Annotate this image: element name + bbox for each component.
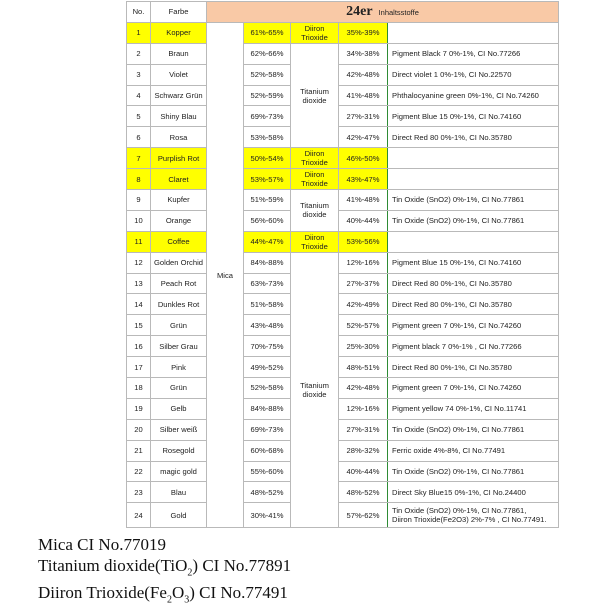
table-row — [127, 43, 559, 64]
row-number: 17 — [127, 357, 151, 378]
row-number: 24 — [127, 503, 151, 528]
pigment-text: Pigment green 7 0%-1%, CI No.74260 — [392, 320, 522, 330]
row-number: 12 — [127, 252, 151, 273]
row-number: 14 — [127, 294, 151, 315]
pigment-cell — [388, 231, 559, 252]
table-row — [127, 148, 559, 169]
titanium-dioxide-cell: Titanium dioxide — [291, 252, 339, 528]
second-percent: 42%-49% — [339, 294, 388, 315]
table-row — [127, 315, 559, 336]
mica-percent: 70%-75% — [244, 336, 291, 357]
second-percent: 28%-32% — [339, 440, 388, 461]
second-percent: 41%-48% — [339, 85, 388, 106]
table-row — [127, 64, 559, 85]
pigment-cell — [388, 482, 559, 503]
mica-percent: 50%-54% — [244, 148, 291, 169]
table-body — [127, 22, 559, 527]
pigment-text: Direct Red 80 0%-1%, CI No.35780 — [392, 279, 512, 289]
pigment-text: Tin Oxide (SnO2) 0%-1%, CI No.77861 — [392, 216, 525, 226]
legend-diiron-sub1: 2 — [166, 594, 172, 606]
row-number: 13 — [127, 273, 151, 294]
row-number: 22 — [127, 461, 151, 482]
diiron-trioxide-cell: Diiron Trioxide — [291, 231, 339, 252]
mica-percent: 52%-59% — [244, 85, 291, 106]
pigment-text: Direct Red 80 0%-1%, CI No.35780 — [392, 362, 512, 372]
header-ingredients — [207, 2, 559, 23]
table-row — [127, 440, 559, 461]
pigment-text: Ferric oxide 4%-8%, CI No.77491 — [392, 446, 506, 456]
color-name: Rosegold — [151, 440, 207, 461]
row-number: 21 — [127, 440, 151, 461]
row-number: 11 — [127, 231, 151, 252]
legend-titanium-ci: ) CI No.77891 — [192, 555, 292, 575]
second-percent: 35%-39% — [339, 22, 388, 43]
table-row — [127, 210, 559, 231]
pigment-cell — [388, 106, 559, 127]
pigment-text: Pigment Blue 15 0%-1%, CI No.74160 — [392, 258, 522, 268]
legend-diiron — [38, 583, 291, 611]
pigment-cell — [388, 85, 559, 106]
pigment-cell — [388, 148, 559, 169]
mica-percent: 51%-58% — [244, 294, 291, 315]
mica-percent: 48%-52% — [244, 482, 291, 503]
table-row — [127, 252, 559, 273]
color-name: Grün — [151, 378, 207, 399]
mica-percent: 84%-88% — [244, 252, 291, 273]
pigment-cell — [388, 64, 559, 85]
row-number: 3 — [127, 64, 151, 85]
mica-percent: 49%-52% — [244, 357, 291, 378]
second-percent: 46%-50% — [339, 148, 388, 169]
legend-diiron-sub2: 3 — [184, 594, 190, 606]
legend-titanium — [38, 556, 291, 584]
second-percent: 27%-31% — [339, 106, 388, 127]
table-row — [127, 273, 559, 294]
color-name: magic gold — [151, 461, 207, 482]
color-name: Rosa — [151, 127, 207, 148]
pigment-text: Pigment green 7 0%-1%, CI No.74260 — [392, 383, 522, 393]
color-name: Coffee — [151, 231, 207, 252]
second-percent: 43%-47% — [339, 169, 388, 190]
pigment-text: Pigment yellow 74 0%-1%, CI No.11741 — [392, 404, 527, 414]
color-name: Violet — [151, 64, 207, 85]
second-percent: 27%-31% — [339, 419, 388, 440]
pigment-text-2: Diiron Trioxide(Fe2O3) 2%-7% , CI No.77491. — [392, 515, 547, 525]
pigment-cell — [388, 378, 559, 399]
color-name: Golden Orchid — [151, 252, 207, 273]
pigment-text: Direct Red 80 0%-1%, CI No.35780 — [392, 132, 512, 142]
second-percent: 57%-62% — [339, 503, 388, 528]
table-row — [127, 169, 559, 190]
mica-percent: 51%-59% — [244, 190, 291, 211]
second-percent: 25%-30% — [339, 336, 388, 357]
color-name: Gold — [151, 503, 207, 528]
table-row — [127, 106, 559, 127]
second-percent: 53%-56% — [339, 231, 388, 252]
pigment-cell — [388, 169, 559, 190]
diiron-trioxide-cell: Diiron Trioxide — [291, 148, 339, 169]
table-row — [127, 294, 559, 315]
pigment-cell — [388, 210, 559, 231]
mica-percent: 69%-73% — [244, 419, 291, 440]
second-percent: 42%-48% — [339, 64, 388, 85]
mica-percent: 52%-58% — [244, 64, 291, 85]
mica-percent: 43%-48% — [244, 315, 291, 336]
pigment-text: Direct Red 80 0%-1%, CI No.35780 — [392, 299, 512, 309]
table-row — [127, 503, 559, 528]
legend-diiron-ci: ) CI No.77491 — [189, 583, 288, 603]
pigment-cell — [388, 22, 559, 43]
table-row — [127, 419, 559, 440]
color-name: Kupfer — [151, 190, 207, 211]
pigment-text: Tin Oxide (SnO2) 0%-1%, CI No.77861 — [392, 425, 525, 435]
row-number: 19 — [127, 398, 151, 419]
table-row — [127, 85, 559, 106]
color-name: Braun — [151, 43, 207, 64]
diiron-trioxide-cell: Diiron Trioxide — [291, 169, 339, 190]
row-number: 5 — [127, 106, 151, 127]
header-title: 24er — [346, 3, 373, 19]
mica-percent: 55%-60% — [244, 461, 291, 482]
diiron-trioxide-cell: Diiron Trioxide — [291, 22, 339, 43]
table-row — [127, 127, 559, 148]
pigment-text: Pigment black 7 0%-1% , CI No.77266 — [392, 341, 522, 351]
pigment-cell — [388, 127, 559, 148]
color-name: Dunkles Rot — [151, 294, 207, 315]
pigment-cell — [388, 503, 559, 528]
mica-percent: 69%-73% — [244, 106, 291, 127]
row-number: 7 — [127, 148, 151, 169]
table-row — [127, 357, 559, 378]
color-name: Shiny Blau — [151, 106, 207, 127]
color-name: Pink — [151, 357, 207, 378]
pigment-cell — [388, 419, 559, 440]
color-name: Silber weiß — [151, 419, 207, 440]
second-percent: 48%-52% — [339, 482, 388, 503]
row-number: 9 — [127, 190, 151, 211]
legend-diiron-text: Diiron Trioxide(Fe — [38, 583, 167, 603]
pigment-cell — [388, 357, 559, 378]
pigment-text: Phthalocyanine green 0%-1%, CI No.74260 — [392, 91, 539, 100]
mica-percent: 60%-68% — [244, 440, 291, 461]
mica-percent: 52%-58% — [244, 378, 291, 399]
pigment-text: Tin Oxide (SnO2) 0%-1%, CI No.77861, — [392, 506, 527, 516]
pigment-text: Pigment Black 7 0%-1%, CI No.77266 — [392, 49, 521, 59]
pigment-text: Tin Oxide (SnO2) 0%-1%, CI No.77861 — [392, 195, 525, 205]
titanium-dioxide-cell: Titanium dioxide — [291, 43, 339, 147]
mica-percent: 44%-47% — [244, 231, 291, 252]
pigment-cell — [388, 294, 559, 315]
color-name: Grün — [151, 315, 207, 336]
color-name: Peach Rot — [151, 273, 207, 294]
mica-percent: 63%-73% — [244, 273, 291, 294]
table-row — [127, 22, 559, 43]
second-percent: 34%-38% — [339, 43, 388, 64]
pigment-cell — [388, 440, 559, 461]
legend-titanium-text: Titanium dioxide(TiO — [38, 555, 188, 575]
color-name: Schwarz Grün — [151, 85, 207, 106]
pigment-cell — [388, 398, 559, 419]
mica-percent: 30%-41% — [244, 503, 291, 528]
row-number: 15 — [127, 315, 151, 336]
color-name: Purplish Rot — [151, 148, 207, 169]
table-row — [127, 482, 559, 503]
header-no: No. — [127, 2, 151, 23]
color-name: Gelb — [151, 398, 207, 419]
table-row — [127, 336, 559, 357]
pigment-cell — [388, 252, 559, 273]
legend-titanium-sub: 2 — [187, 566, 193, 578]
row-number: 20 — [127, 419, 151, 440]
table-row — [127, 231, 559, 252]
row-number: 16 — [127, 336, 151, 357]
legend-diiron-mid: O — [171, 583, 185, 603]
legend-mica: Mica CI No.77019 — [38, 535, 166, 554]
second-percent: 12%-16% — [339, 398, 388, 419]
header-farbe: Farbe — [151, 2, 207, 23]
mica-percent: 53%-58% — [244, 127, 291, 148]
pigment-cell — [388, 315, 559, 336]
second-percent: 48%-51% — [339, 357, 388, 378]
ingredients-table — [126, 1, 559, 528]
second-percent: 40%-44% — [339, 461, 388, 482]
mica-percent: 56%-60% — [244, 210, 291, 231]
row-number: 23 — [127, 482, 151, 503]
pigment-text: Direct violet 1 0%-1%, CI No.22570 — [392, 70, 512, 80]
row-number: 10 — [127, 210, 151, 231]
mica-cell: Mica — [207, 22, 244, 527]
row-number: 6 — [127, 127, 151, 148]
row-number: 4 — [127, 85, 151, 106]
color-name: Claret — [151, 169, 207, 190]
pigment-cell — [388, 336, 559, 357]
row-number: 8 — [127, 169, 151, 190]
table-row — [127, 398, 559, 419]
second-percent: 12%-16% — [339, 252, 388, 273]
pigment-text: Direct Sky Blue15 0%-1%, CI No.24400 — [392, 487, 526, 497]
second-percent: 27%-37% — [339, 273, 388, 294]
second-percent: 42%-47% — [339, 127, 388, 148]
color-name: Blau — [151, 482, 207, 503]
table-row — [127, 378, 559, 399]
mica-percent: 61%-65% — [244, 22, 291, 43]
pigment-cell — [388, 43, 559, 64]
pigment-cell — [388, 461, 559, 482]
second-percent: 42%-48% — [339, 378, 388, 399]
row-number: 2 — [127, 43, 151, 64]
titanium-dioxide-cell: Titanium dioxide — [291, 190, 339, 232]
color-name: Silber Grau — [151, 336, 207, 357]
color-name: Kopper — [151, 22, 207, 43]
pigment-text: Tin Oxide (SnO2) 0%-1%, CI No.77861 — [392, 467, 525, 477]
row-number: 18 — [127, 378, 151, 399]
table-row — [127, 461, 559, 482]
second-percent: 40%-44% — [339, 210, 388, 231]
row-number: 1 — [127, 22, 151, 43]
second-percent: 41%-48% — [339, 190, 388, 211]
table-row — [127, 190, 559, 211]
pigment-cell — [388, 273, 559, 294]
mica-percent: 84%-88% — [244, 398, 291, 419]
header-subtitle: Inhaltsstoffe — [378, 7, 419, 17]
pigment-cell — [388, 190, 559, 211]
second-percent: 52%-57% — [339, 315, 388, 336]
mica-percent: 62%-66% — [244, 43, 291, 64]
color-name: Orange — [151, 210, 207, 231]
table-header-row — [127, 2, 559, 23]
pigment-text: Pigment Blue 15 0%-1%, CI No.74160 — [392, 111, 522, 121]
mica-percent: 53%-57% — [244, 169, 291, 190]
